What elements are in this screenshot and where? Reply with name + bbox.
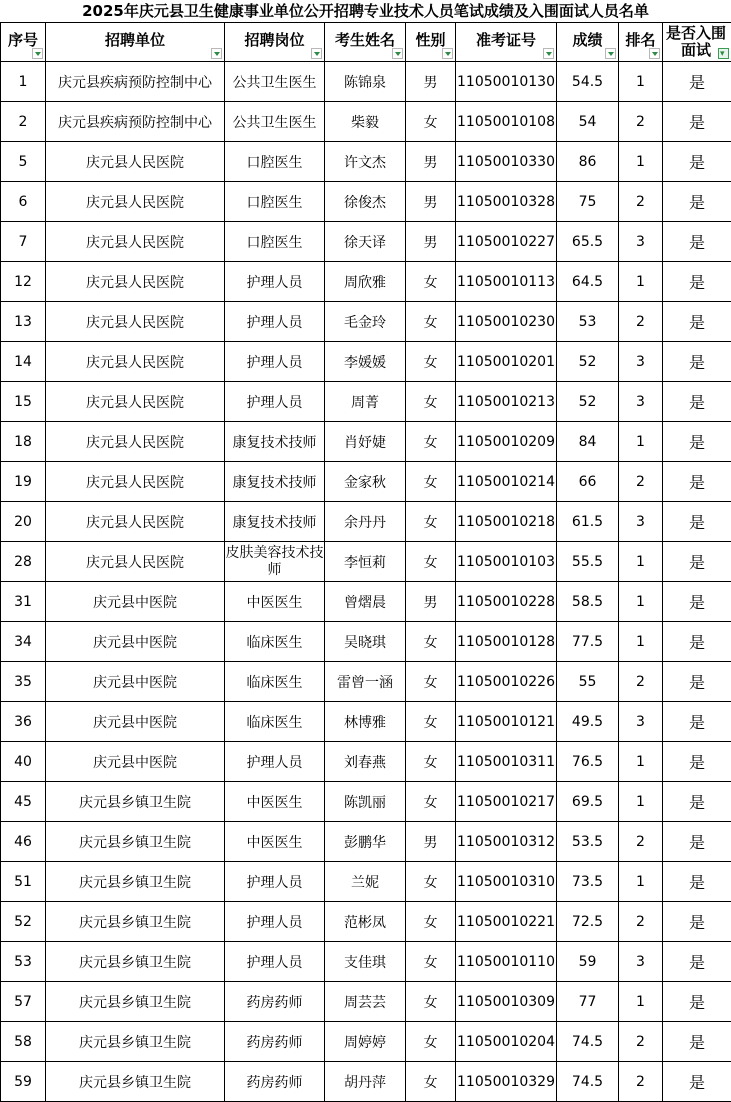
cell-score[interactable]: 77.5: [557, 622, 619, 662]
results-table: [0, 22, 731, 1102]
cell-gender[interactable]: 女: [406, 1022, 456, 1062]
cell-interview[interactable]: 是: [663, 742, 731, 782]
cell-ticket[interactable]: 11050010228: [456, 582, 557, 622]
filter-dropdown-icon[interactable]: [392, 48, 403, 59]
cell-seq[interactable]: 34: [1, 622, 46, 662]
cell-rank[interactable]: 1: [619, 262, 663, 302]
header-position: 招聘岗位: [225, 23, 325, 62]
cell-score[interactable]: 59: [557, 942, 619, 982]
cell-score[interactable]: 65.5: [557, 222, 619, 262]
table-row[interactable]: [1, 182, 731, 222]
cell-score[interactable]: 52: [557, 382, 619, 422]
cell-gender[interactable]: 男: [406, 182, 456, 222]
cell-seq[interactable]: 13: [1, 302, 46, 342]
cell-rank[interactable]: 1: [619, 542, 663, 582]
cell-rank[interactable]: 3: [619, 342, 663, 382]
cell-ticket[interactable]: 11050010217: [456, 782, 557, 822]
cell-seq[interactable]: 18: [1, 422, 46, 462]
cell-position[interactable]: 临床医生: [225, 702, 325, 742]
cell-interview[interactable]: 是: [663, 462, 731, 502]
cell-rank[interactable]: 2: [619, 1022, 663, 1062]
cell-interview[interactable]: 是: [663, 862, 731, 902]
table-row[interactable]: [1, 382, 731, 422]
cell-unit[interactable]: 庆元县乡镇卫生院: [46, 982, 225, 1022]
cell-rank[interactable]: 2: [619, 302, 663, 342]
cell-name[interactable]: 刘春燕: [325, 742, 406, 782]
cell-seq[interactable]: 12: [1, 262, 46, 302]
cell-unit[interactable]: 庆元县人民医院: [46, 302, 225, 342]
cell-name[interactable]: 李恒莉: [325, 542, 406, 582]
header-seq: 序号: [1, 23, 46, 62]
cell-position[interactable]: 护理人员: [225, 262, 325, 302]
cell-gender[interactable]: 男: [406, 142, 456, 182]
cell-name[interactable]: 胡丹萍: [325, 1062, 406, 1102]
table-row[interactable]: [1, 222, 731, 262]
cell-score[interactable]: 53: [557, 302, 619, 342]
cell-score[interactable]: 72.5: [557, 902, 619, 942]
cell-score[interactable]: 84: [557, 422, 619, 462]
cell-ticket[interactable]: 11050010213: [456, 382, 557, 422]
cell-name[interactable]: 余丹丹: [325, 502, 406, 542]
cell-gender[interactable]: 女: [406, 302, 456, 342]
header-name: 考生姓名: [325, 23, 406, 62]
cell-position[interactable]: 公共卫生医生: [225, 102, 325, 142]
cell-unit[interactable]: 庆元县乡镇卫生院: [46, 782, 225, 822]
cell-ticket[interactable]: 11050010121: [456, 702, 557, 742]
table-row[interactable]: [1, 782, 731, 822]
cell-name[interactable]: 林博雅: [325, 702, 406, 742]
table-row[interactable]: [1, 1062, 731, 1102]
cell-gender[interactable]: 男: [406, 582, 456, 622]
cell-score[interactable]: 75: [557, 182, 619, 222]
cell-interview[interactable]: 是: [663, 1062, 731, 1102]
cell-name[interactable]: 支佳琪: [325, 942, 406, 982]
cell-score[interactable]: 54: [557, 102, 619, 142]
cell-score[interactable]: 86: [557, 142, 619, 182]
cell-gender[interactable]: 女: [406, 862, 456, 902]
table-row[interactable]: [1, 462, 731, 502]
cell-seq[interactable]: 6: [1, 182, 46, 222]
cell-gender[interactable]: 女: [406, 622, 456, 662]
cell-ticket[interactable]: 11050010328: [456, 182, 557, 222]
cell-name[interactable]: 徐天译: [325, 222, 406, 262]
cell-gender[interactable]: 女: [406, 942, 456, 982]
cell-name[interactable]: 柴毅: [325, 102, 406, 142]
header-ticket: 准考证号: [456, 23, 557, 62]
cell-rank[interactable]: 3: [619, 502, 663, 542]
cell-gender[interactable]: 女: [406, 542, 456, 582]
cell-rank[interactable]: 3: [619, 222, 663, 262]
table-row[interactable]: [1, 742, 731, 782]
cell-name[interactable]: 许文杰: [325, 142, 406, 182]
cell-rank[interactable]: 2: [619, 182, 663, 222]
cell-position[interactable]: 护理人员: [225, 942, 325, 982]
table-row[interactable]: [1, 862, 731, 902]
cell-rank[interactable]: 1: [619, 582, 663, 622]
table-row[interactable]: [1, 662, 731, 702]
cell-interview[interactable]: 是: [663, 822, 731, 862]
cell-unit[interactable]: 庆元县人民医院: [46, 502, 225, 542]
cell-name[interactable]: 周婷婷: [325, 1022, 406, 1062]
filter-dropdown-icon[interactable]: [442, 48, 453, 59]
cell-position[interactable]: 口腔医生: [225, 142, 325, 182]
cell-score[interactable]: 49.5: [557, 702, 619, 742]
cell-interview[interactable]: 是: [663, 302, 731, 342]
table-row[interactable]: [1, 142, 731, 182]
filter-dropdown-icon[interactable]: [543, 48, 554, 59]
cell-gender[interactable]: 女: [406, 702, 456, 742]
cell-seq[interactable]: 19: [1, 462, 46, 502]
cell-gender[interactable]: 女: [406, 1062, 456, 1102]
cell-rank[interactable]: 3: [619, 382, 663, 422]
cell-seq[interactable]: 20: [1, 502, 46, 542]
cell-gender[interactable]: 女: [406, 502, 456, 542]
cell-gender[interactable]: 男: [406, 62, 456, 102]
cell-position[interactable]: 皮肤美容技术技师: [225, 542, 325, 582]
cell-seq[interactable]: 1: [1, 62, 46, 102]
cell-position[interactable]: 护理人员: [225, 742, 325, 782]
table-row[interactable]: [1, 622, 731, 662]
cell-unit[interactable]: 庆元县乡镇卫生院: [46, 822, 225, 862]
cell-ticket[interactable]: 11050010204: [456, 1022, 557, 1062]
cell-score[interactable]: 76.5: [557, 742, 619, 782]
cell-unit[interactable]: 庆元县人民医院: [46, 342, 225, 382]
cell-interview[interactable]: 是: [663, 182, 731, 222]
cell-interview[interactable]: 是: [663, 582, 731, 622]
cell-ticket[interactable]: 11050010330: [456, 142, 557, 182]
cell-name[interactable]: 彭鹏华: [325, 822, 406, 862]
cell-ticket[interactable]: 11050010227: [456, 222, 557, 262]
cell-name[interactable]: 曾熠晨: [325, 582, 406, 622]
cell-ticket[interactable]: 11050010312: [456, 822, 557, 862]
cell-seq[interactable]: 14: [1, 342, 46, 382]
cell-rank[interactable]: 1: [619, 742, 663, 782]
cell-seq[interactable]: 31: [1, 582, 46, 622]
cell-ticket[interactable]: 11050010113: [456, 262, 557, 302]
cell-gender[interactable]: 女: [406, 342, 456, 382]
table-body: [1, 62, 731, 1102]
filter-dropdown-icon[interactable]: [32, 48, 43, 59]
cell-unit[interactable]: 庆元县乡镇卫生院: [46, 1062, 225, 1102]
cell-rank[interactable]: 2: [619, 462, 663, 502]
cell-position[interactable]: 护理人员: [225, 902, 325, 942]
cell-unit[interactable]: 庆元县乡镇卫生院: [46, 862, 225, 902]
filter-dropdown-icon[interactable]: [605, 48, 616, 59]
cell-name[interactable]: 肖妤婕: [325, 422, 406, 462]
cell-interview[interactable]: 是: [663, 342, 731, 382]
filter-dropdown-icon[interactable]: [649, 48, 660, 59]
cell-seq[interactable]: 35: [1, 662, 46, 702]
cell-position[interactable]: 中医医生: [225, 822, 325, 862]
cell-position[interactable]: 护理人员: [225, 302, 325, 342]
header-score: 成绩: [557, 23, 619, 62]
cell-position[interactable]: 康复技术技师: [225, 462, 325, 502]
table-row[interactable]: [1, 542, 731, 582]
cell-interview[interactable]: 是: [663, 502, 731, 542]
table-row[interactable]: [1, 502, 731, 542]
cell-name[interactable]: 周芸芸: [325, 982, 406, 1022]
cell-rank[interactable]: 2: [619, 102, 663, 142]
cell-score[interactable]: 53.5: [557, 822, 619, 862]
cell-score[interactable]: 74.5: [557, 1062, 619, 1102]
cell-ticket[interactable]: 11050010230: [456, 302, 557, 342]
table-row[interactable]: [1, 422, 731, 462]
cell-seq[interactable]: 53: [1, 942, 46, 982]
cell-position[interactable]: 公共卫生医生: [225, 62, 325, 102]
cell-unit[interactable]: 庆元县中医院: [46, 742, 225, 782]
cell-unit[interactable]: 庆元县中医院: [46, 662, 225, 702]
table-row[interactable]: [1, 1022, 731, 1062]
cell-unit[interactable]: 庆元县中医院: [46, 582, 225, 622]
cell-rank[interactable]: 2: [619, 1062, 663, 1102]
cell-unit[interactable]: 庆元县人民医院: [46, 542, 225, 582]
table-row[interactable]: [1, 582, 731, 622]
cell-position[interactable]: 中医医生: [225, 582, 325, 622]
cell-rank[interactable]: 1: [619, 862, 663, 902]
cell-score[interactable]: 66: [557, 462, 619, 502]
cell-interview[interactable]: 是: [663, 102, 731, 142]
cell-score[interactable]: 69.5: [557, 782, 619, 822]
cell-rank[interactable]: 3: [619, 702, 663, 742]
cell-seq[interactable]: 36: [1, 702, 46, 742]
cell-rank[interactable]: 1: [619, 622, 663, 662]
cell-interview[interactable]: 是: [663, 622, 731, 662]
cell-seq[interactable]: 7: [1, 222, 46, 262]
cell-gender[interactable]: 女: [406, 782, 456, 822]
cell-score[interactable]: 52: [557, 342, 619, 382]
filter-active-icon[interactable]: [718, 48, 729, 59]
cell-name[interactable]: 兰妮: [325, 862, 406, 902]
cell-unit[interactable]: 庆元县疾病预防控制中心: [46, 62, 225, 102]
cell-ticket[interactable]: 11050010309: [456, 982, 557, 1022]
cell-score[interactable]: 74.5: [557, 1022, 619, 1062]
cell-interview[interactable]: 是: [663, 62, 731, 102]
cell-gender[interactable]: 女: [406, 742, 456, 782]
cell-unit[interactable]: 庆元县乡镇卫生院: [46, 942, 225, 982]
cell-unit[interactable]: 庆元县人民医院: [46, 222, 225, 262]
cell-interview[interactable]: 是: [663, 782, 731, 822]
header-row: [1, 23, 731, 62]
cell-name[interactable]: 徐俊杰: [325, 182, 406, 222]
cell-gender[interactable]: 男: [406, 222, 456, 262]
cell-ticket[interactable]: 11050010201: [456, 342, 557, 382]
filter-dropdown-icon[interactable]: [211, 48, 222, 59]
cell-position[interactable]: 临床医生: [225, 622, 325, 662]
cell-score[interactable]: 77: [557, 982, 619, 1022]
cell-name[interactable]: 周欣雅: [325, 262, 406, 302]
cell-seq[interactable]: 2: [1, 102, 46, 142]
cell-position[interactable]: 康复技术技师: [225, 502, 325, 542]
cell-score[interactable]: 55: [557, 662, 619, 702]
sheet-title: 2025年庆元县卫生健康事业单位公开招聘专业技术人员笔试成绩及入围面试人员名单: [82, 2, 649, 20]
cell-ticket[interactable]: 11050010128: [456, 622, 557, 662]
cell-seq[interactable]: 28: [1, 542, 46, 582]
cell-seq[interactable]: 46: [1, 822, 46, 862]
table-row[interactable]: [1, 822, 731, 862]
cell-interview[interactable]: 是: [663, 1022, 731, 1062]
table-row[interactable]: [1, 702, 731, 742]
cell-name[interactable]: 范彬凤: [325, 902, 406, 942]
cell-name[interactable]: 周菁: [325, 382, 406, 422]
cell-interview[interactable]: 是: [663, 142, 731, 182]
cell-seq[interactable]: 45: [1, 782, 46, 822]
filter-dropdown-icon[interactable]: [311, 48, 322, 59]
cell-ticket[interactable]: 11050010108: [456, 102, 557, 142]
cell-unit[interactable]: 庆元县人民医院: [46, 182, 225, 222]
cell-seq[interactable]: 52: [1, 902, 46, 942]
cell-unit[interactable]: 庆元县中医院: [46, 702, 225, 742]
cell-position[interactable]: 护理人员: [225, 342, 325, 382]
cell-seq[interactable]: 58: [1, 1022, 46, 1062]
cell-position[interactable]: 康复技术技师: [225, 422, 325, 462]
cell-interview[interactable]: 是: [663, 702, 731, 742]
cell-position[interactable]: 药房药师: [225, 982, 325, 1022]
cell-rank[interactable]: 2: [619, 902, 663, 942]
cell-score[interactable]: 61.5: [557, 502, 619, 542]
cell-rank[interactable]: 1: [619, 982, 663, 1022]
cell-position[interactable]: 药房药师: [225, 1062, 325, 1102]
cell-ticket[interactable]: 11050010214: [456, 462, 557, 502]
cell-ticket[interactable]: 11050010209: [456, 422, 557, 462]
cell-rank[interactable]: 1: [619, 62, 663, 102]
cell-gender[interactable]: 女: [406, 982, 456, 1022]
cell-name[interactable]: 吴晓琪: [325, 622, 406, 662]
cell-ticket[interactable]: 11050010226: [456, 662, 557, 702]
cell-interview[interactable]: 是: [663, 382, 731, 422]
cell-seq[interactable]: 40: [1, 742, 46, 782]
cell-ticket[interactable]: 11050010329: [456, 1062, 557, 1102]
table-row[interactable]: [1, 262, 731, 302]
table-row[interactable]: [1, 102, 731, 142]
cell-score[interactable]: 73.5: [557, 862, 619, 902]
header-gender: 性别: [406, 23, 456, 62]
cell-unit[interactable]: 庆元县乡镇卫生院: [46, 902, 225, 942]
cell-position[interactable]: 药房药师: [225, 1022, 325, 1062]
cell-interview[interactable]: 是: [663, 262, 731, 302]
cell-position[interactable]: 临床医生: [225, 662, 325, 702]
cell-unit[interactable]: 庆元县人民医院: [46, 462, 225, 502]
cell-score[interactable]: 55.5: [557, 542, 619, 582]
cell-interview[interactable]: 是: [663, 222, 731, 262]
cell-rank[interactable]: 3: [619, 942, 663, 982]
cell-gender[interactable]: 女: [406, 262, 456, 302]
cell-ticket[interactable]: 11050010110: [456, 942, 557, 982]
cell-ticket[interactable]: 11050010311: [456, 742, 557, 782]
cell-gender[interactable]: 女: [406, 422, 456, 462]
cell-interview[interactable]: 是: [663, 942, 731, 982]
cell-name[interactable]: 李媛媛: [325, 342, 406, 382]
cell-name[interactable]: 雷曾一涵: [325, 662, 406, 702]
cell-position[interactable]: 护理人员: [225, 382, 325, 422]
cell-unit[interactable]: 庆元县疾病预防控制中心: [46, 102, 225, 142]
header-unit: 招聘单位: [46, 23, 225, 62]
cell-gender[interactable]: 女: [406, 462, 456, 502]
cell-interview[interactable]: 是: [663, 422, 731, 462]
table-row[interactable]: [1, 982, 731, 1022]
cell-unit[interactable]: 庆元县乡镇卫生院: [46, 1022, 225, 1062]
cell-ticket[interactable]: 11050010103: [456, 542, 557, 582]
cell-position[interactable]: 口腔医生: [225, 182, 325, 222]
cell-ticket[interactable]: 11050010130: [456, 62, 557, 102]
cell-gender[interactable]: 女: [406, 902, 456, 942]
cell-interview[interactable]: 是: [663, 902, 731, 942]
cell-rank[interactable]: 2: [619, 662, 663, 702]
cell-name[interactable]: 陈锦泉: [325, 62, 406, 102]
table-row[interactable]: [1, 62, 731, 102]
cell-name[interactable]: 陈凯丽: [325, 782, 406, 822]
cell-rank[interactable]: 1: [619, 782, 663, 822]
table-row[interactable]: [1, 342, 731, 382]
cell-unit[interactable]: 庆元县人民医院: [46, 142, 225, 182]
cell-seq[interactable]: 15: [1, 382, 46, 422]
cell-seq[interactable]: 59: [1, 1062, 46, 1102]
header-rank: 排名: [619, 23, 663, 62]
cell-seq[interactable]: 51: [1, 862, 46, 902]
cell-interview[interactable]: 是: [663, 982, 731, 1022]
cell-seq[interactable]: 5: [1, 142, 46, 182]
cell-name[interactable]: 金家秋: [325, 462, 406, 502]
cell-unit[interactable]: 庆元县人民医院: [46, 382, 225, 422]
cell-gender[interactable]: 女: [406, 102, 456, 142]
cell-score[interactable]: 54.5: [557, 62, 619, 102]
cell-rank[interactable]: 1: [619, 422, 663, 462]
table-row[interactable]: [1, 902, 731, 942]
cell-score[interactable]: 64.5: [557, 262, 619, 302]
cell-name[interactable]: 毛金玲: [325, 302, 406, 342]
cell-position[interactable]: 护理人员: [225, 862, 325, 902]
cell-unit[interactable]: 庆元县人民医院: [46, 262, 225, 302]
cell-position[interactable]: 中医医生: [225, 782, 325, 822]
cell-rank[interactable]: 2: [619, 822, 663, 862]
cell-gender[interactable]: 男: [406, 822, 456, 862]
table-row[interactable]: [1, 942, 731, 982]
header-interview: 是否入围面试 ▾: [663, 23, 731, 62]
cell-score[interactable]: 58.5: [557, 582, 619, 622]
cell-interview[interactable]: 是: [663, 662, 731, 702]
cell-ticket[interactable]: 11050010310: [456, 862, 557, 902]
cell-gender[interactable]: 女: [406, 382, 456, 422]
cell-ticket[interactable]: 11050010218: [456, 502, 557, 542]
cell-interview[interactable]: 是: [663, 542, 731, 582]
cell-gender[interactable]: 女: [406, 662, 456, 702]
cell-seq[interactable]: 57: [1, 982, 46, 1022]
table-row[interactable]: [1, 302, 731, 342]
cell-position[interactable]: 口腔医生: [225, 222, 325, 262]
cell-unit[interactable]: 庆元县中医院: [46, 622, 225, 662]
cell-ticket[interactable]: 11050010221: [456, 902, 557, 942]
cell-unit[interactable]: 庆元县人民医院: [46, 422, 225, 462]
cell-rank[interactable]: 1: [619, 142, 663, 182]
